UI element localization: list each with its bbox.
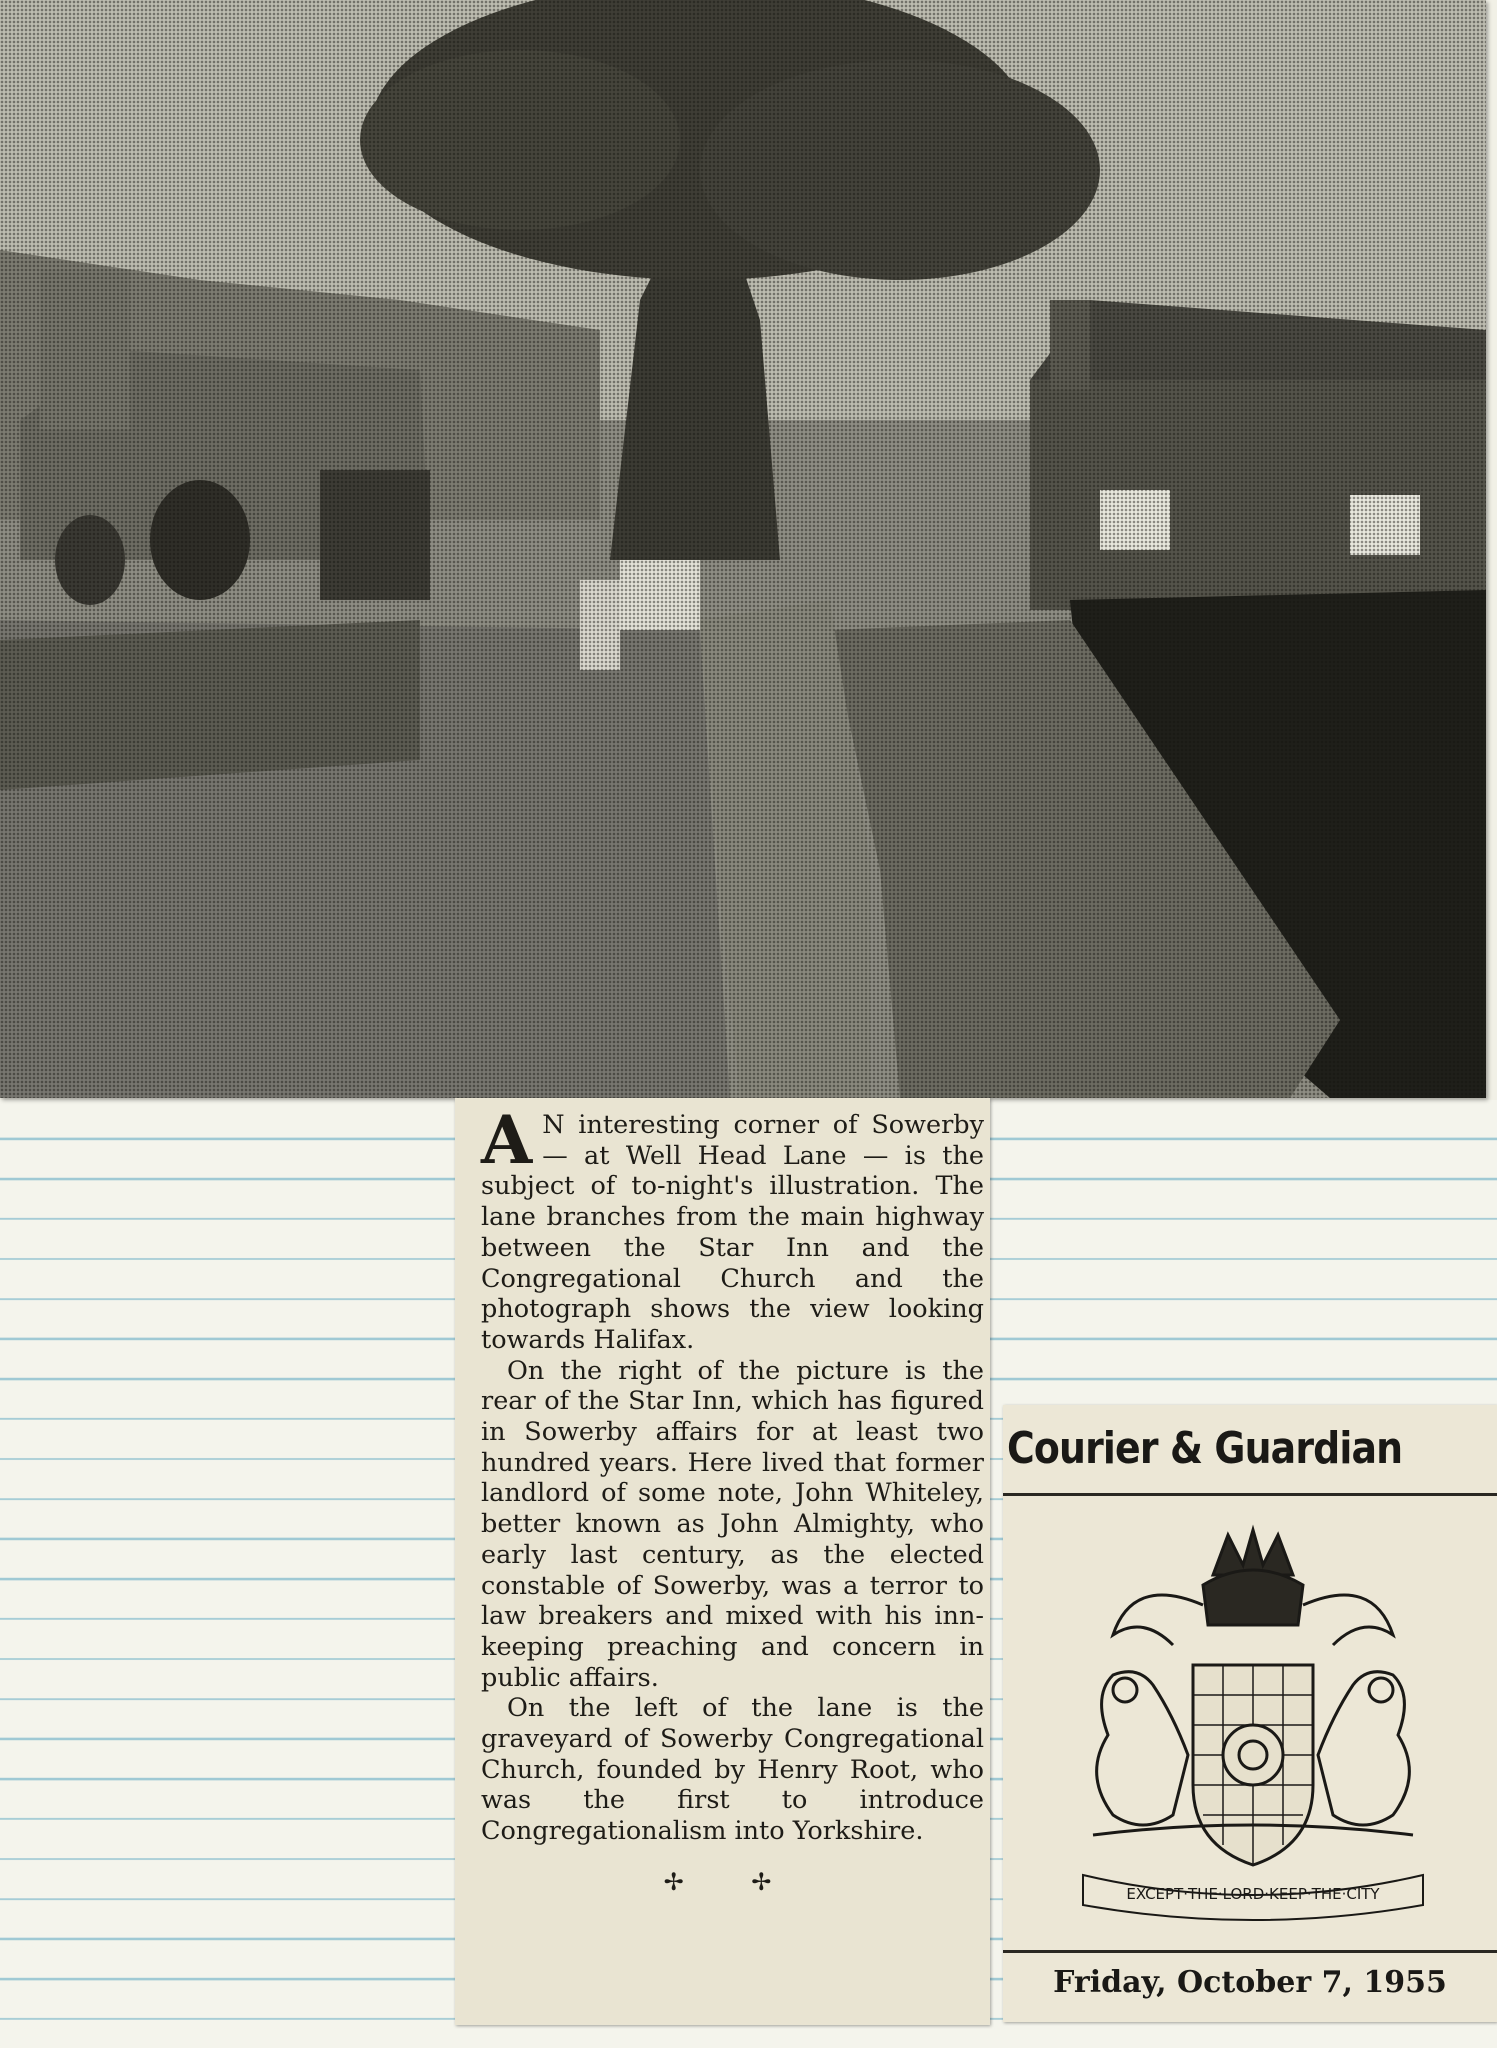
issue-date: Friday, October 7, 1955 bbox=[1053, 1965, 1447, 2000]
coat-of-arms-icon bbox=[1053, 1515, 1453, 1935]
article-text-1: interesting corner of Sowerby — at Well Head Lane — is the subject of to-night's illustration. The lane branches from the main highway between the Star Inn and the Congregational Church and the photograph shows the view looking towards Halifax. bbox=[481, 1110, 984, 1355]
ornament-stars: ✢ ✢ bbox=[663, 1867, 802, 1896]
article-paragraph-2: On the right of the picture is the rear of the Star Inn, which has figured in Sowerby affairs for at least two hundred years. Here lived that former landlord of some note, John Whiteley, better known as John Almighty, who early last century, as the elected constable of Sowerby, was a terror to law breakers and mixed with his inn-keeping preaching and concern in public affairs. bbox=[481, 1355, 984, 1693]
title-rule bbox=[1003, 1493, 1497, 1496]
crest-motto: EXCEPT·THE·LORD·KEEP·THE·CITY bbox=[1126, 1885, 1380, 1903]
drop-cap: A bbox=[481, 1101, 533, 1179]
masthead-clipping bbox=[1003, 1405, 1497, 2022]
newspaper-title: Courier & Guardian bbox=[1007, 1423, 1403, 1474]
article-paragraph-3: On the left of the lane is the graveyard of Sowerby Congregational Church, founded by Henry Root, who was the first to introduce Congregationalism into Yorkshire. bbox=[481, 1693, 984, 1847]
lead-in: N bbox=[542, 1110, 565, 1140]
date-rule bbox=[1003, 1950, 1497, 1953]
article-clipping bbox=[455, 1098, 990, 2025]
article-paragraph-1 bbox=[481, 1101, 984, 1356]
